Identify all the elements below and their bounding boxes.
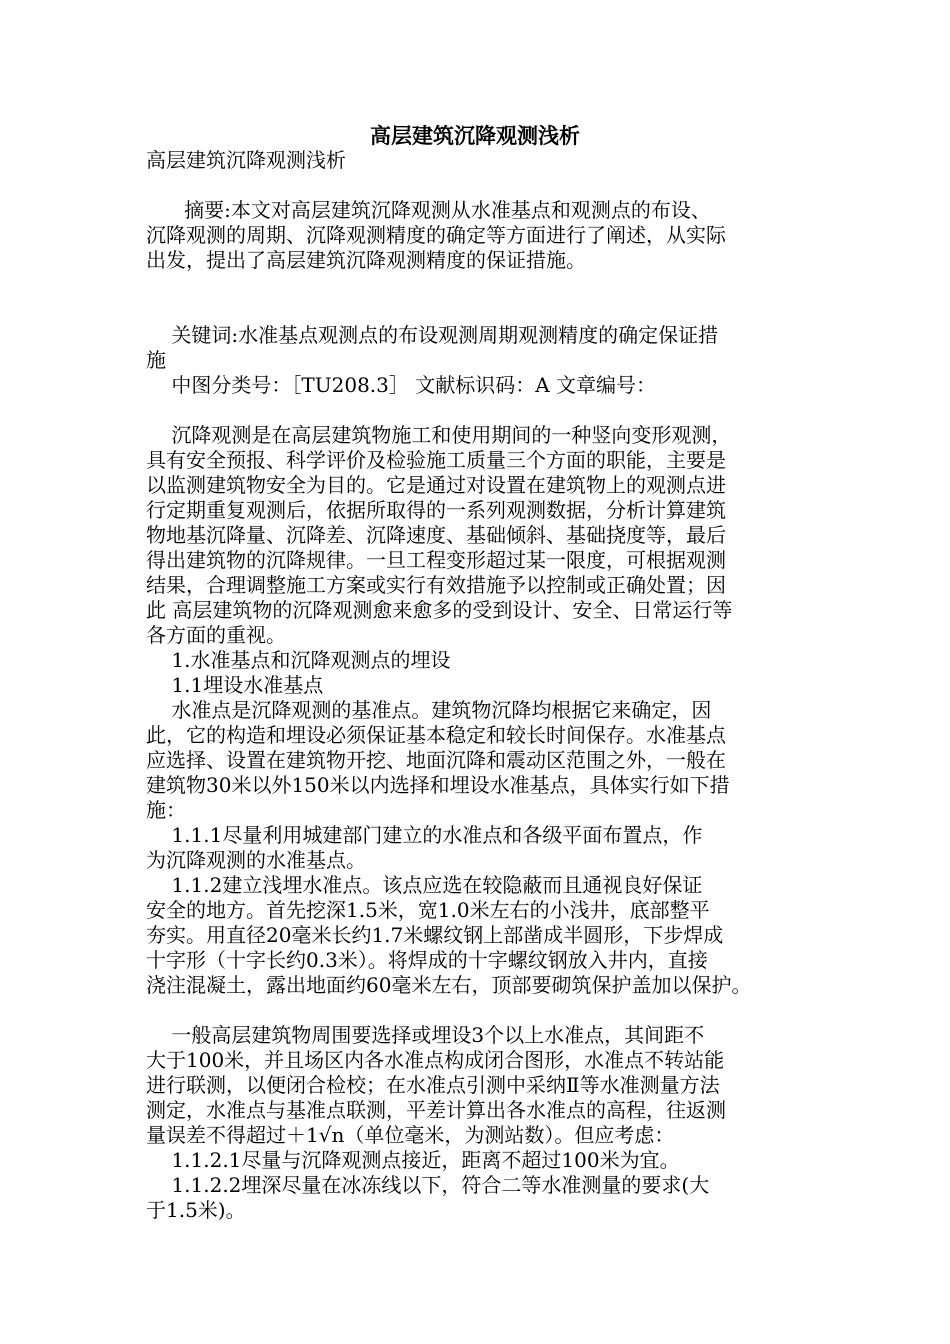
text-line: 安全的地方。首先挖深1.5米，宽1.0米左右的小浅井，底部整平 [146,898,710,922]
text-line: 测定，水准点与基准点联测，平差计算出各水准点的高程，往返测 [146,1098,726,1122]
blank-line [146,398,812,423]
text-line: 浇注混凝土，露出地面约60毫米左右，顶部要砌筑保护盖加以保护。 [146,973,752,997]
text-line: 1.水准基点和沉降观测点的埋设 [146,648,451,672]
text-line: 沉降观测的周期、沉降观测精度的确定等方面进行了阐述，从实际 [146,223,726,247]
blank-line [146,298,812,323]
text-line: 一般高层建筑物周围要选择或埋设3个以上水准点，其间距不 [146,1023,705,1047]
text-line: 高层建筑沉降观测浅析 [146,148,346,172]
text-line: 施 [146,348,166,372]
text-line: 为沉降观测的水准基点。 [146,848,366,872]
text-line: 夯实。用直径20毫米长约1.7米螺纹钢上部凿成半圆形，下步焊成 [146,923,724,947]
text-line: 沉降观测是在高层建筑物施工和使用期间的一种竖向变形观测， [146,423,732,447]
text-line: 行定期重复观测后，依据所取得的一系列观测数据，分析计算建筑 [146,498,726,522]
text-line: 1.1.2建立浅埋水准点。该点应选在较隐蔽而且通视良好保证 [146,873,703,897]
text-line: 1.1.1尽量利用城建部门建立的水准点和各级平面布置点，作 [146,823,703,847]
text-line: 水准点是沉降观测的基准点。建筑物沉降均根据它来确定，因 [146,698,712,722]
text-line: 十字形（十字长约0.3米）。将焊成的十字螺纹钢放入井内，直接 [146,948,708,972]
text-line: 中图分类号：［TU208.3］ 文献标识码：A 文章编号： [146,373,657,397]
text-line: 以监测建筑物安全为目的。它是通过对设置在建筑物上的观测点进 [146,473,726,497]
text-line: 于1.5米)。 [146,1198,246,1222]
blank-line [146,998,812,1023]
text-line: 关键词:水准基点观测点的布设观测周期观测精度的确定保证措 [146,323,719,347]
text-line: 1.1.2.1尽量与沉降观测点接近，距离不超过100米为宜。 [146,1148,680,1172]
text-line: 具有安全预报、科学评价及检验施工质量三个方面的职能，主要是 [146,448,726,472]
text-line: 进行联测，以便闭合检校；在水准点引测中采纳Ⅱ等水准测量方法 [146,1073,720,1097]
text-line: 得出建筑物的沉降规律。一旦工程变形超过某一限度，可根据观测 [146,548,726,572]
text-line: 物地基沉降量、沉降差、沉降速度、基础倾斜、基础挠度等，最后 [146,523,726,547]
text-line: 摘要:本文对高层建筑沉降观测从水准基点和观测点的布设、 [146,198,711,222]
text-line: 施： [146,798,186,822]
text-line: 大于100米，并且场区内各水准点构成闭合图形，水准点不转站能 [146,1048,725,1072]
text-line: 出发，提出了高层建筑沉降观测精度的保证措施。 [146,248,586,272]
blank-line [146,273,812,298]
text-line: 1.1.2.2埋深尽量在冰冻线以下，符合二等水准测量的要求(大 [146,1173,710,1197]
blank-line [146,173,812,198]
text-line: 各方面的重视。 [146,623,286,647]
text-line: 建筑物30米以外150米以内选择和埋设水准基点，具体实行如下措 [146,773,730,797]
text-line: 结果，合理调整施工方案或实行有效措施予以控制或正确处置；因 [146,573,726,597]
text-line: 应选择、设置在建筑物开挖、地面沉降和震动区范围之外，一般在 [146,748,726,772]
text-line: 此，它的构造和埋设必须保证基本稳定和较长时间保存。水准基点 [146,723,726,747]
document-title: 高层建筑沉降观测浅析 [370,123,580,148]
document-body [146,148,812,1223]
text-line: 此 高层建筑物的沉降观测愈来愈多的受到设计、安全、日常运行等 [146,598,733,622]
text-line: 量误差不得超过＋1√n（单位毫米，为测站数）。但应考虑： [146,1123,675,1147]
text-line: 1.1埋设水准基点 [146,673,324,697]
